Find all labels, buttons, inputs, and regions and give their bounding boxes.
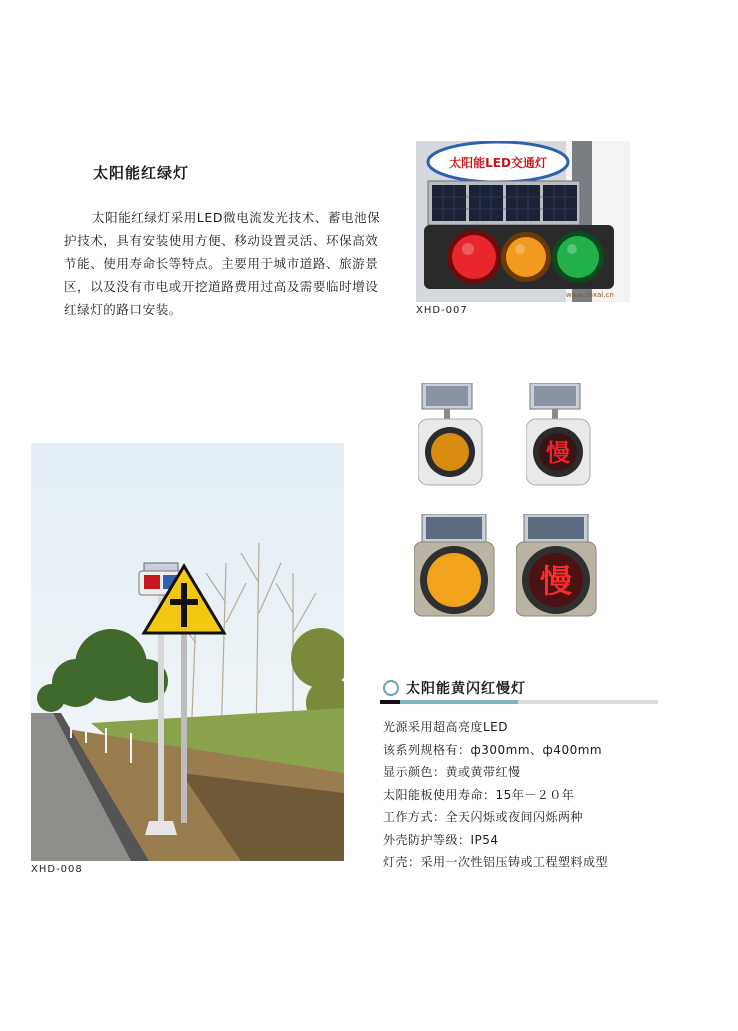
section1-title: 太阳能红绿灯	[93, 164, 190, 182]
photo-watermark: www.zbxal.cn	[566, 291, 614, 299]
spec-line: 太阳能板使用寿命：15年－２０年	[383, 787, 575, 802]
slow-char-large: 慢	[539, 562, 573, 600]
spec-line: 工作方式：全天闪烁或夜间闪烁两种	[383, 810, 584, 824]
caption-xhd-007: XHD-007	[416, 305, 468, 316]
red-slow-light-large	[516, 514, 598, 622]
roadside-scene-illustration	[31, 443, 344, 861]
yellow-flasher-large	[414, 514, 496, 622]
caption-xhd-008: XHD-008	[31, 864, 83, 875]
section1-paragraph	[64, 206, 384, 321]
slow-char-small: 慢	[546, 439, 570, 467]
spec-list	[383, 716, 608, 874]
section2-title	[383, 678, 526, 698]
section2-title-text: 太阳能黄闪红慢灯	[406, 681, 526, 697]
section1-paragraph-text: 太阳能红绿灯采用LED微电流发光技术、蓄电池保护技术，具有安装使用方便、移动设置灵活、环保高效节能、使用寿命长等特点。主要用于城市道路、旅游景区，以及没有市电或开挖道路费用过高及需要临时增设红绿灯的路口安装。	[64, 210, 381, 317]
spec-line: 显示颜色：黄或黄带红慢	[383, 765, 521, 779]
red-slow-light-small	[526, 383, 592, 491]
spec-line: 光源采用超高亮度LED	[383, 720, 509, 734]
spec-line: 外壳防护等级：IP54	[383, 832, 499, 847]
yellow-flasher-small	[418, 383, 484, 491]
section2-title-underline	[380, 700, 658, 704]
solar-traffic-light-illustration	[416, 141, 630, 302]
spec-line: 该系列规格有：ф300mm、ф400mm	[383, 742, 603, 757]
spec-line: 灯壳：采用一次性铝压铸或工程塑料成型	[383, 855, 609, 869]
sign-text: 太阳能LED交通灯	[449, 156, 547, 170]
circle-bullet-icon	[383, 680, 399, 696]
solar-traffic-light-photo	[416, 141, 630, 302]
roadside-installation-photo	[31, 443, 344, 861]
